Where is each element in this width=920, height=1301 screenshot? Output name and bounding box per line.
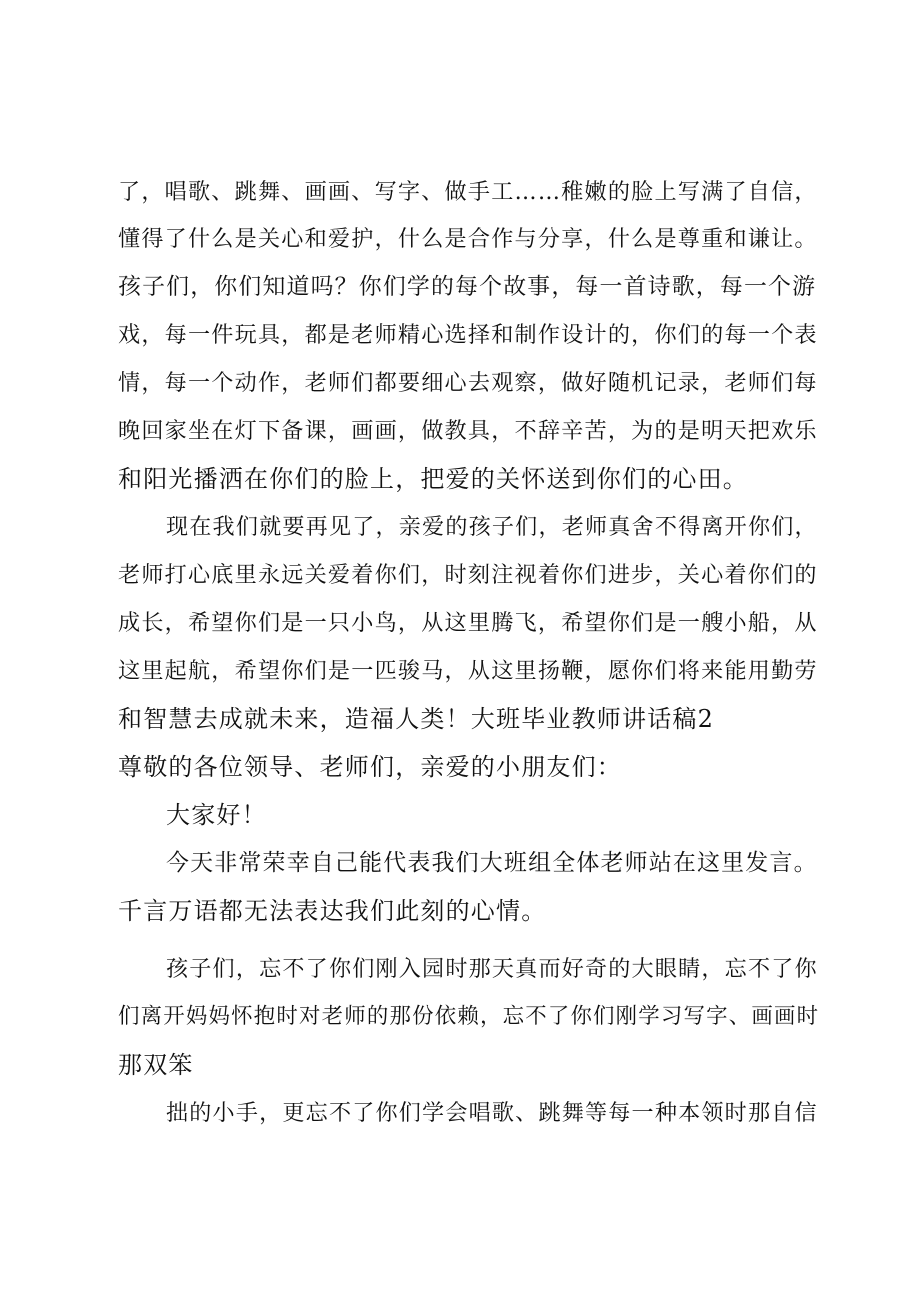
- text-line-8: 现在我们就要再见了，亲爱的孩子们，老师真舍不得离开你们，: [166, 514, 818, 540]
- text-line-6: 晚回家坐在灯下备课，画画，做教具，不辞辛苦，为的是明天把欢乐: [118, 418, 818, 444]
- text-line-12: 和智慧去成就未来，造福人类！大班毕业教师讲话稿2: [118, 705, 715, 733]
- text-line-10: 成长，希望你们是一只小鸟，从这里腾飞，希望你们是一艘小船，从: [118, 610, 818, 636]
- text-line-14: 大家好！: [166, 801, 267, 829]
- text-line-1: 了，唱歌、跳舞、画画、写字、做手工……稚嫩的脸上写满了自信，: [118, 179, 818, 205]
- text-line-3: 孩子们，你们知道吗？你们学的每个故事，每一首诗歌，每一个游: [118, 274, 817, 300]
- text-line-17: 孩子们，忘不了你们刚入园时那天真而好奇的大眼睛，忘不了你: [166, 956, 818, 982]
- text-line-5: 情，每一个动作，老师们都要细心去观察，做好随机记录，老师们每: [118, 370, 818, 396]
- text-line-13: 尊敬的各位领导、老师们，亲爱的小朋友们：: [118, 753, 622, 781]
- text-line-7: 和阳光播洒在你们的脸上，把爱的关怀送到你们的心田。: [118, 465, 748, 493]
- text-line-18: 们离开妈妈怀抱时对老师的那份依赖，忘不了你们刚学习写字、画画时: [118, 1004, 820, 1029]
- text-line-16: 千言万语都无法表达我们此刻的心情。: [118, 897, 547, 925]
- text-line-4: 戏，每一件玩具，都是老师精心选择和制作设计的，你们的每一个表: [118, 322, 818, 348]
- text-line-2: 懂得了什么是关心和爱护，什么是合作与分享，什么是尊重和谦让。: [118, 226, 818, 252]
- text-line-20: 拙的小手，更忘不了你们学会唱歌、跳舞等每一种本领时那自信: [166, 1100, 818, 1126]
- text-line-11: 这里起航，希望你们是一匹骏马，从这里扬鞭，愿你们将来能用勤劳: [118, 658, 818, 684]
- text-line-9: 老师打心底里永远关爱着你们，时刻注视着你们进步，关心着你们的: [118, 562, 818, 588]
- text-line-15: 今天非常荣幸自己能代表我们大班组全体老师站在这里发言。: [166, 850, 818, 876]
- text-line-19: 那双笨: [118, 1051, 194, 1079]
